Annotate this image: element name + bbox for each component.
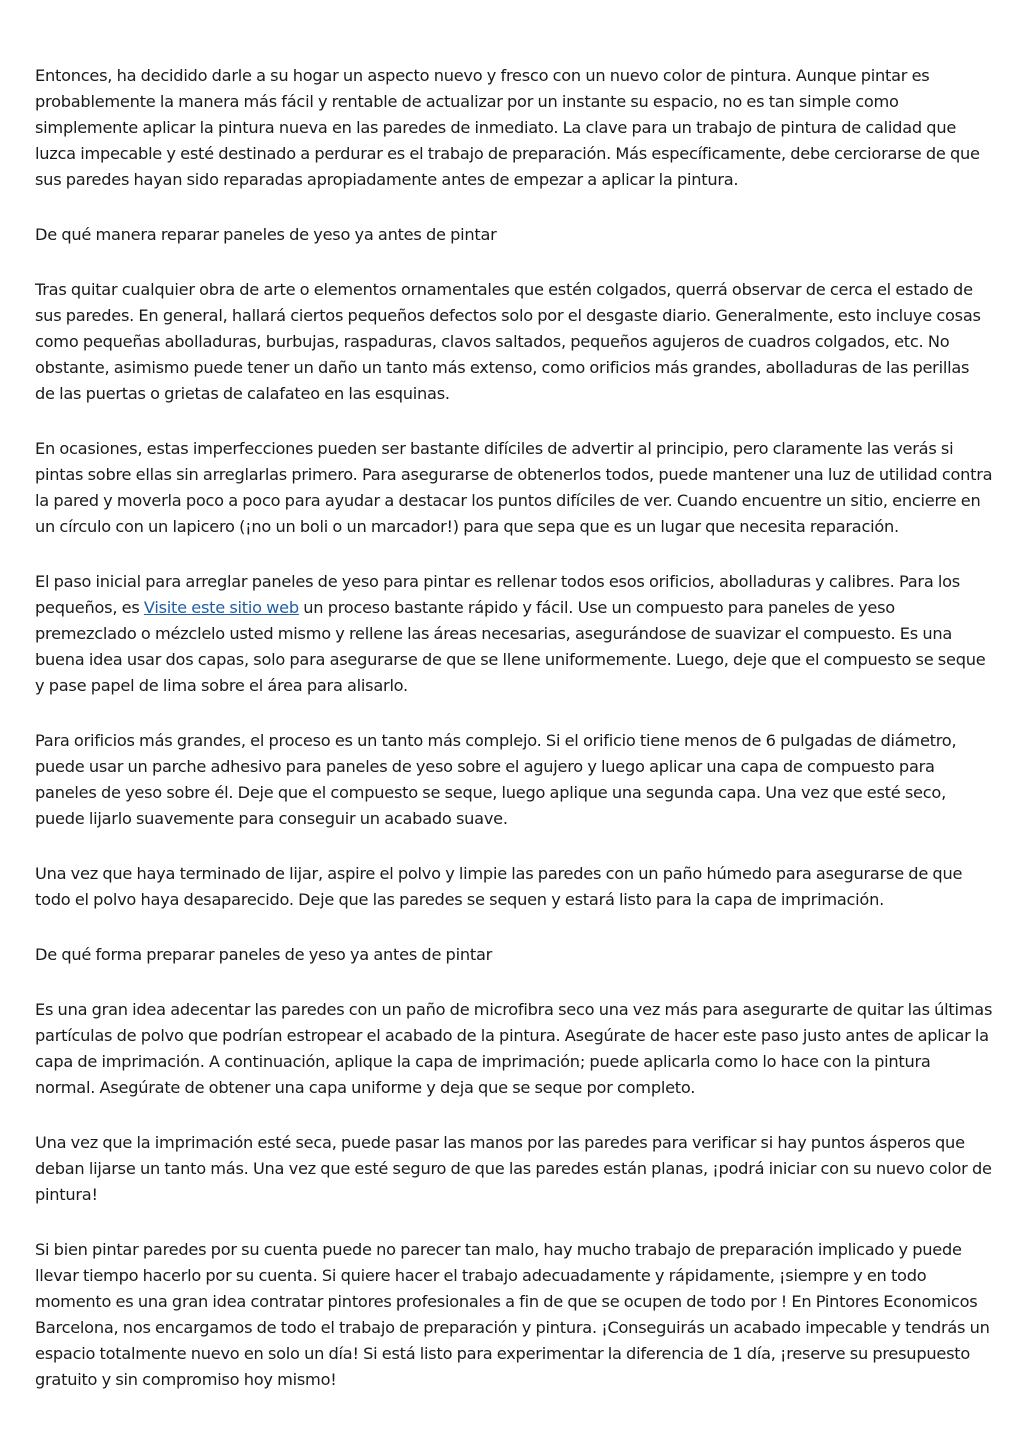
paragraph-paso-inicial [35,569,993,699]
paragraph-conclusion: Si bien pintar paredes por su cuenta puede no parecer tan malo, hay mucho trabajo de preparación implicado y puede llevar tiempo hacerlo por su cuenta. Si quiere hacer el trabajo adecuadamente y rápidamente, ¡siempre y en todo momento es una gran idea contratar pintores profesionales a fin de que se ocupen de todo por ! En Pintores Economicos Barcelona, nos encargamos de todo el trabajo de preparación y pintura. ¡Conseguirás un acabado impecable y tendrás un espacio totalmente nuevo en solo un día! Si está listo para experimentar la diferencia de 1 día, ¡reserve su presupuesto gratuito y sin compromiso hoy mismo! [35,1240,990,1389]
section-heading-reparar: De qué manera reparar paneles de yeso ya antes de pintar [35,225,497,244]
paragraph-intro: Entonces, ha decidido darle a su hogar un aspecto nuevo y fresco con un nuevo color de pintura. Aunque pintar es probablemente la manera más fácil y rentable de actualizar por un instante su espacio, no es tan simple como simplemente aplicar la pintura nueva en las paredes de inmediato. La clave para un trabajo de pintura de calidad que luzca impecable y esté destinado a perdurar es el trabajo de preparación. Más específicamente, debe cerciorarse de que sus paredes hayan sido reparadas apropiadamente antes de empezar a aplicar la pintura. [35,66,980,189]
paragraph-paso-inicial-end: un proceso bastante rápido y fácil. Use un compuesto para paneles de yeso premezclado o mézclelo usted mismo y rellene las áreas necesarias, asegurándose de suavizar el compuesto. Es una buena idea usar dos capas, solo para asegurarse de que se llene uniformemente. Luego, deje que el compuesto se seque y pase papel de lima sobre el área para alisarlo. [35,598,986,695]
paragraph-paso-inicial-start: El paso inicial para arreglar paneles de yeso para pintar es rellenar todos esos orificios, abolladuras y calibres. Para los pequeños, es [35,572,960,617]
paragraph-defectos: Tras quitar cualquier obra de arte o elementos ornamentales que estén colgados, querrá observar de cerca el estado de sus paredes. En general, hallará ciertos pequeños defectos solo por el desgaste diario. Generalmente, esto incluye cosas como pequeñas abolladuras, burbujas, raspaduras, clavos saltados, pequeños agujeros de cuadros colgados, etc. No obstante, asimismo puede tener un daño un tanto más extenso, como orificios más grandes, abolladuras de las perillas de las puertas o grietas de calafateo en las esquinas. [35,280,981,403]
paragraph-lijar: Una vez que haya terminado de lijar, aspire el polvo y limpie las paredes con un paño húmedo para asegurarse de que todo el polvo haya desaparecido. Deje que las paredes se sequen y estará listo para la capa de imprimación. [35,864,963,909]
document-body [35,63,993,1422]
section-heading-preparar: De qué forma preparar paneles de yeso ya antes de pintar [35,945,493,964]
paragraph-imperfecciones: En ocasiones, estas imperfecciones pueden ser bastante difíciles de advertir al principio, pero claramente las verás si pintas sobre ellas sin arreglarlas primero. Para asegurarse de obtenerlos todos, puede mantener una luz de utilidad contra la pared y moverla poco a poco para ayudar a destacar los puntos difíciles de ver. Cuando encuentre un sitio, encierre en un círculo con un lapicero (¡no un boli o un marcador!) para que sepa que es un lugar que necesita reparación. [35,439,993,536]
paragraph-orificios-grandes: Para orificios más grandes, el proceso es un tanto más complejo. Si el orificio tiene menos de 6 pulgadas de diámetro, puede usar un parche adhesivo para paneles de yeso sobre el agujero y luego aplicar una capa de compuesto para paneles de yeso sobre él. Deje que el compuesto se seque, luego aplique una segunda capa. Una vez que esté seco, puede lijarlo suavemente para conseguir un acabado suave. [35,731,957,828]
paragraph-imprimacion-seca: Una vez que la imprimación esté seca, puede pasar las manos por las paredes para verificar si hay puntos ásperos que deban lijarse un tanto más. Una vez que esté seguro de que las paredes están planas, ¡podrá iniciar con su nuevo color de pintura! [35,1133,992,1204]
visite-sitio-web-link[interactable]: Visite este sitio web [143,598,299,617]
paragraph-microfibra: Es una gran idea adecentar las paredes con un paño de microfibra seco una vez más para asegurarte de quitar las últimas partículas de polvo que podrían estropear el acabado de la pintura. Asegúrate de hacer este paso justo antes de aplicar la capa de imprimación. A continuación, aplique la capa de imprimación; puede aplicarla como lo hace con la pintura normal. Asegúrate de obtener una capa uniforme y deja que se seque por completo. [35,1000,993,1097]
